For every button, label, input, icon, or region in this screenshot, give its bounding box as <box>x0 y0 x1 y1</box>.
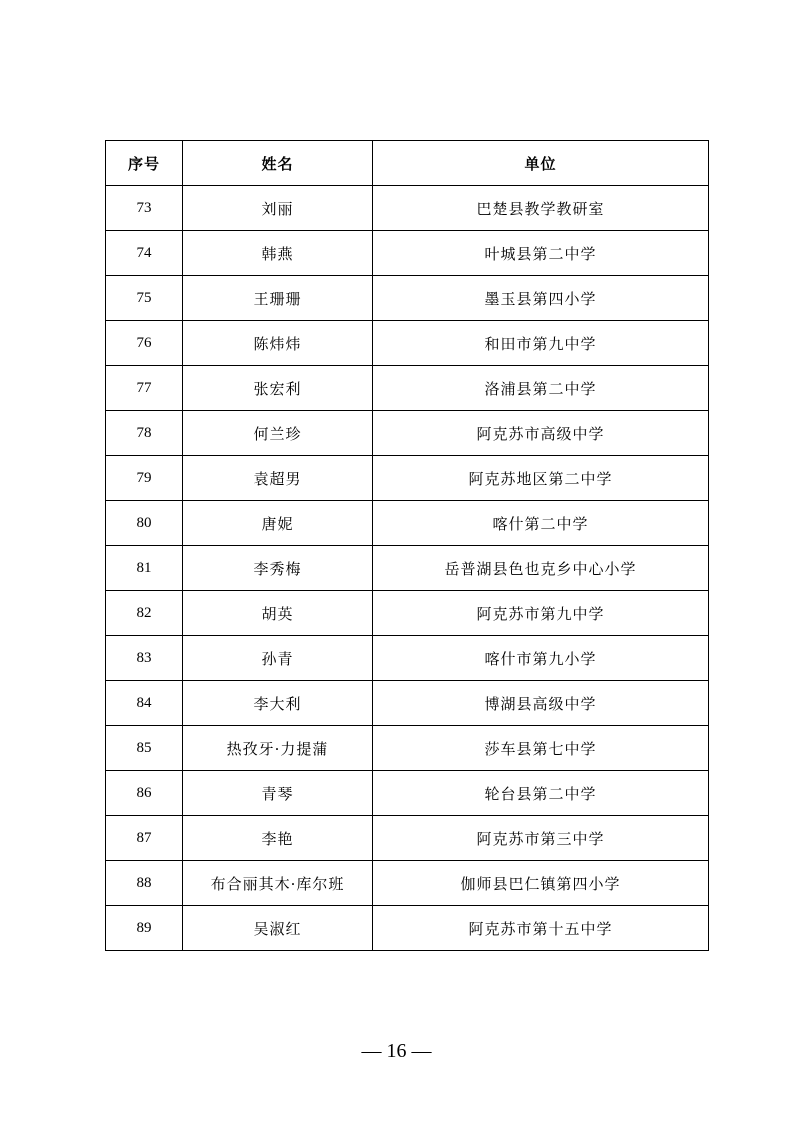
cell-seq: 77 <box>106 366 183 411</box>
cell-unit: 阿克苏市第三中学 <box>373 816 709 861</box>
cell-seq: 85 <box>106 726 183 771</box>
cell-unit: 叶城县第二中学 <box>373 231 709 276</box>
cell-seq: 75 <box>106 276 183 321</box>
cell-name: 李秀梅 <box>183 546 373 591</box>
cell-name: 李大利 <box>183 681 373 726</box>
cell-name: 刘丽 <box>183 186 373 231</box>
table-row <box>106 321 709 366</box>
header-seq: 序号 <box>106 141 183 186</box>
table-row <box>106 771 709 816</box>
cell-unit: 伽师县巴仁镇第四小学 <box>373 861 709 906</box>
cell-seq: 86 <box>106 771 183 816</box>
cell-unit: 墨玉县第四小学 <box>373 276 709 321</box>
table-row <box>106 231 709 276</box>
table-row <box>106 186 709 231</box>
cell-seq: 83 <box>106 636 183 681</box>
cell-unit: 巴楚县教学教研室 <box>373 186 709 231</box>
table-row <box>106 861 709 906</box>
cell-unit: 博湖县高级中学 <box>373 681 709 726</box>
table-row <box>106 501 709 546</box>
cell-name: 唐妮 <box>183 501 373 546</box>
cell-unit: 莎车县第七中学 <box>373 726 709 771</box>
cell-seq: 78 <box>106 411 183 456</box>
cell-seq: 80 <box>106 501 183 546</box>
cell-seq: 74 <box>106 231 183 276</box>
cell-name: 张宏利 <box>183 366 373 411</box>
cell-unit: 喀什第二中学 <box>373 501 709 546</box>
cell-name: 王珊珊 <box>183 276 373 321</box>
cell-seq: 82 <box>106 591 183 636</box>
table-row <box>106 276 709 321</box>
cell-seq: 84 <box>106 681 183 726</box>
table-row <box>106 816 709 861</box>
cell-name: 李艳 <box>183 816 373 861</box>
cell-name: 孙青 <box>183 636 373 681</box>
name-list-table <box>105 140 709 951</box>
cell-seq: 79 <box>106 456 183 501</box>
cell-name: 布合丽其木·库尔班 <box>183 861 373 906</box>
table-row <box>106 726 709 771</box>
cell-unit: 岳普湖县色也克乡中心小学 <box>373 546 709 591</box>
table-row <box>106 591 709 636</box>
cell-seq: 81 <box>106 546 183 591</box>
cell-name: 何兰珍 <box>183 411 373 456</box>
table-row <box>106 411 709 456</box>
cell-seq: 73 <box>106 186 183 231</box>
cell-name: 袁超男 <box>183 456 373 501</box>
cell-seq: 76 <box>106 321 183 366</box>
table-row <box>106 906 709 951</box>
cell-seq: 87 <box>106 816 183 861</box>
cell-seq: 89 <box>106 906 183 951</box>
cell-unit: 喀什市第九小学 <box>373 636 709 681</box>
table-row <box>106 681 709 726</box>
cell-name: 陈炜炜 <box>183 321 373 366</box>
table-header-row <box>106 141 709 186</box>
table-row <box>106 546 709 591</box>
cell-name: 胡英 <box>183 591 373 636</box>
cell-unit: 和田市第九中学 <box>373 321 709 366</box>
cell-name: 吴淑红 <box>183 906 373 951</box>
table-row <box>106 366 709 411</box>
cell-name: 韩燕 <box>183 231 373 276</box>
cell-unit: 阿克苏市第九中学 <box>373 591 709 636</box>
cell-name: 热孜牙·力提蒲 <box>183 726 373 771</box>
header-unit: 单位 <box>373 141 709 186</box>
page-number: — 16 — <box>361 1040 432 1062</box>
table-row <box>106 636 709 681</box>
cell-unit: 洛浦县第二中学 <box>373 366 709 411</box>
cell-unit: 轮台县第二中学 <box>373 771 709 816</box>
cell-unit: 阿克苏市第十五中学 <box>373 906 709 951</box>
cell-unit: 阿克苏地区第二中学 <box>373 456 709 501</box>
cell-name: 青琴 <box>183 771 373 816</box>
header-name: 姓名 <box>183 141 373 186</box>
cell-unit: 阿克苏市高级中学 <box>373 411 709 456</box>
cell-seq: 88 <box>106 861 183 906</box>
table-row <box>106 456 709 501</box>
